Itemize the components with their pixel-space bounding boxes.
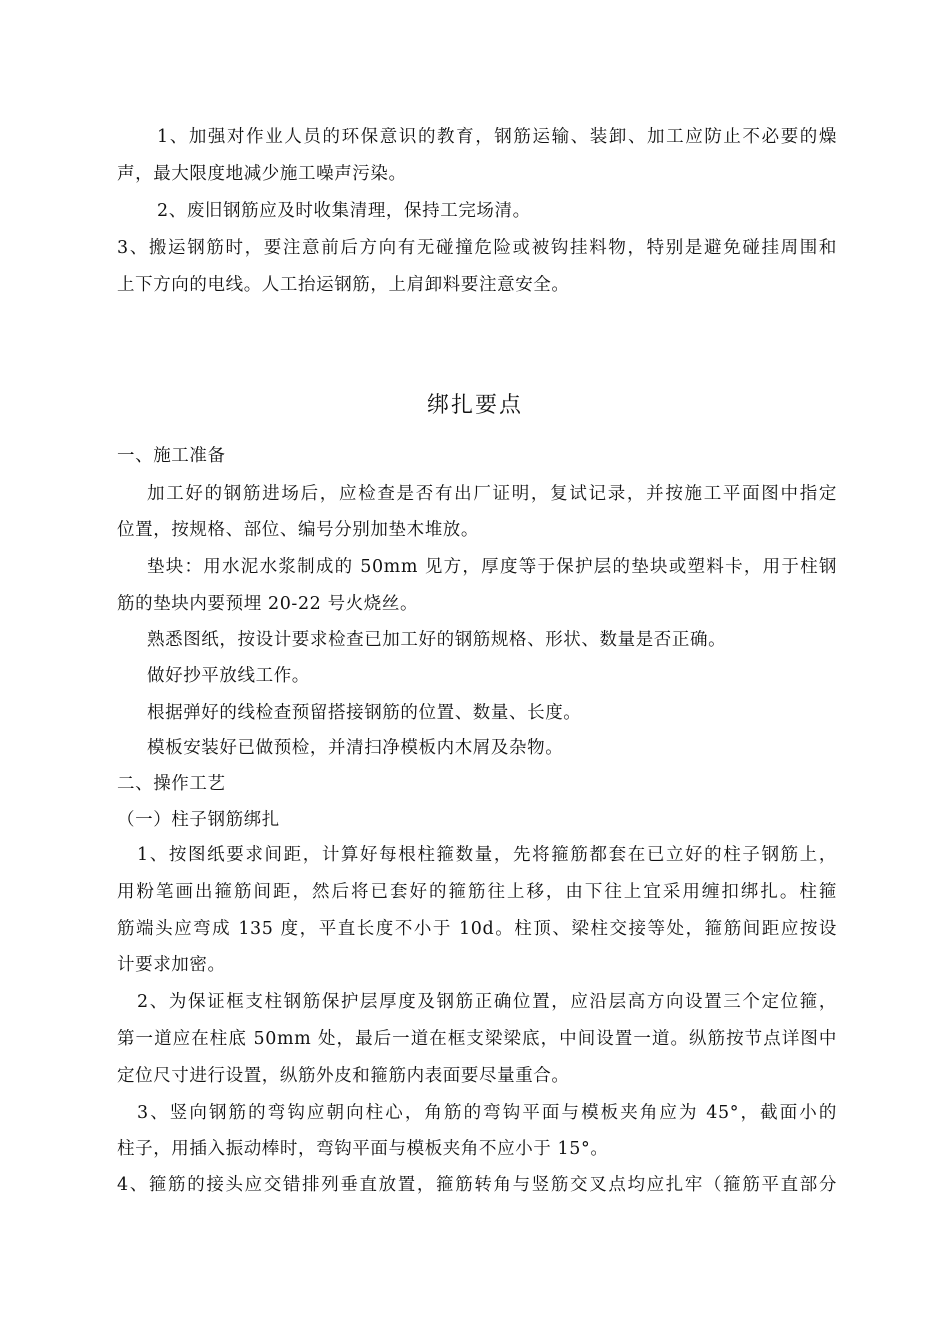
paragraph-line: 4、箍筋的接头应交错排列垂直放置，箍筋转角与竖筋交叉点均应扎牢（箍筋平直部分 [117, 1175, 837, 1195]
paragraph-line: 模板安装好已做预检，并清扫净模板内木屑及杂物。 [147, 738, 564, 758]
paragraph-line: 2、为保证框支柱钢筋保护层厚度及钢筋正确位置，应沿层高方向设置三个定位箍， [137, 992, 837, 1012]
paragraph-line: 计要求加密。 [117, 955, 226, 975]
paragraph-line: 垫块：用水泥水浆制成的 50mm 见方，厚度等于保护层的垫块或塑料卡，用于柱钢 [147, 557, 837, 577]
paragraph-line: 3、搬运钢筋时，要注意前后方向有无碰撞危险或被钩挂料物，特别是避免碰挂周围和 [117, 238, 837, 258]
section-title: 绑扎要点 [426, 393, 523, 418]
paragraph-line: 1、加强对作业人员的环保意识的教育，钢筋运输、装卸、加工应防止不必要的燥 [157, 127, 837, 147]
paragraph-line: 熟悉图纸，按设计要求检查已加工好的钢筋规格、形状、数量是否正确。 [147, 630, 727, 650]
paragraph-line: 加工好的钢筋进场后，应检查是否有出厂证明，复试记录，并按施工平面图中指定 [147, 484, 837, 504]
paragraph-line: 3、竖向钢筋的弯钩应朝向柱心，角筋的弯钩平面与模板夹角应为 45°，截面小的 [137, 1103, 837, 1123]
paragraph-line: 做好抄平放线工作。 [147, 666, 310, 686]
section-heading: 二、操作工艺 [117, 774, 226, 794]
subsection-heading: （一）柱子钢筋绑扎 [117, 810, 280, 830]
section-heading: 一、施工准备 [117, 446, 226, 466]
paragraph-line: 筋的垫块内要预埋 20-22 号火烧丝。 [117, 594, 419, 614]
paragraph-line: 上下方向的电线。人工抬运钢筋，上肩卸料要注意安全。 [117, 275, 570, 295]
paragraph-line: 用粉笔画出箍筋间距，然后将已套好的箍筋往上移，由下往上宜采用缠扣绑扎。柱箍 [117, 882, 837, 902]
paragraph-line: 根据弹好的线检查预留搭接钢筋的位置、数量、长度。 [147, 703, 582, 723]
paragraph-line: 定位尺寸进行设置，纵筋外皮和箍筋内表面要尽量重合。 [117, 1066, 570, 1086]
paragraph-line: 第一道应在柱底 50mm 处，最后一道在框支梁梁底，中间设置一道。纵筋按节点详图中 [117, 1029, 837, 1049]
paragraph-line: 柱子，用插入振动棒时，弯钩平面与模板夹角不应小于 15°。 [117, 1139, 609, 1159]
paragraph-line: 2、废旧钢筋应及时收集清理，保持工完场清。 [157, 201, 531, 221]
paragraph-line: 声，最大限度地减少施工噪声污染。 [117, 164, 407, 184]
paragraph-line: 筋端头应弯成 135 度，平直长度不小于 10d。柱顶、梁柱交接等处，箍筋间距应按设 [117, 919, 837, 939]
paragraph-line: 1、按图纸要求间距，计算好每根柱箍数量，先将箍筋都套在已立好的柱子钢筋上， [137, 845, 837, 865]
paragraph-line: 位置，按规格、部位、编号分别加垫木堆放。 [117, 520, 479, 540]
